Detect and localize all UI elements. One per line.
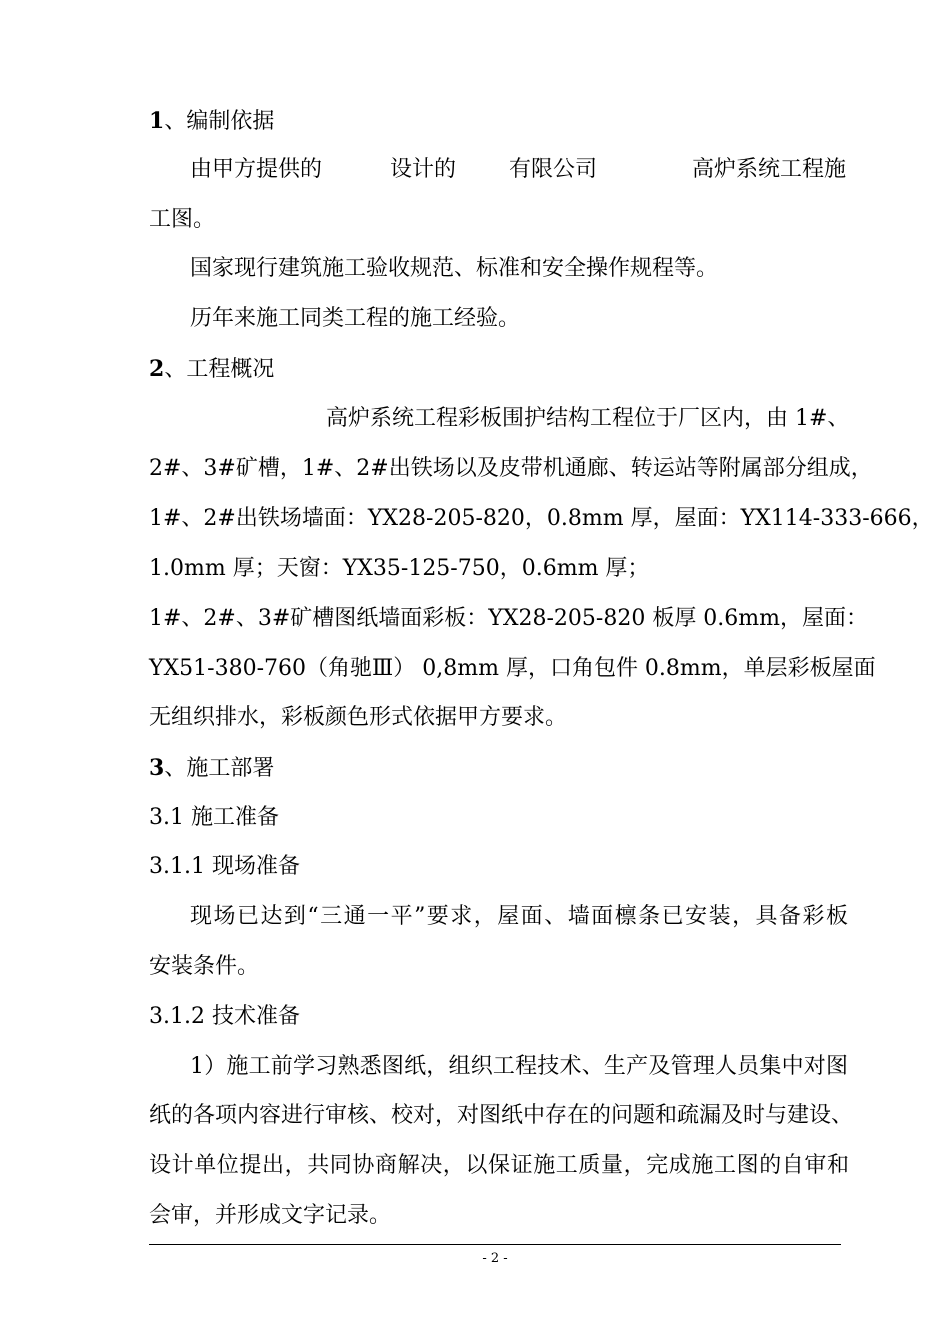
subsection-3-1-2-line-3: 设计单位提出，共同协商解决，以保证施工质量，完成施工图的自审和 xyxy=(149,1153,849,1178)
section-1-number: 1 xyxy=(149,108,165,134)
page-number: - 2 - xyxy=(482,1251,508,1266)
section-2-line-6: YX51-380-760（角驰Ⅲ） 0,8mm 厚，口角包件 0.8mm，单层彩板屋面 xyxy=(149,656,876,681)
section-2-line-1: 高炉系统工程彩板围护结构工程位于厂区内，由 1#、 xyxy=(326,406,850,431)
footer-rule xyxy=(149,1244,841,1245)
subsection-3-1-2-line-1: 1）施工前学习熟悉图纸，组织工程技术、生产及管理人员集中对图 xyxy=(190,1054,848,1079)
section-2-line-7: 无组织排水，彩板颜色形式依据甲方要求。 xyxy=(149,705,568,730)
p1-text-c: 有限公司 xyxy=(509,157,598,182)
section-2-line-3: 1#、2#出铁场墙面：YX28-205-820，0.8mm 厚，屋面：YX114-333-666， xyxy=(149,506,934,531)
section-1-paragraph-2: 国家现行建筑施工验收规范、标准和安全操作规程等。 xyxy=(190,256,719,281)
subsection-3-1-2-line-4: 会审，并形成文字记录。 xyxy=(149,1203,392,1228)
section-3-heading xyxy=(149,753,849,784)
section-2-line-2: 2#、3#矿槽，1#、2#出铁场以及皮带机通廊、转运站等附属部分组成， xyxy=(149,456,873,481)
subsection-3-1-1-heading: 3.1.1 现场准备 xyxy=(149,854,300,879)
section-2-title: 、工程概况 xyxy=(164,357,275,382)
p1-text-d: 高炉系统工程施 xyxy=(692,157,847,182)
subsection-3-1-2-line-2: 纸的各项内容进行审核、校对，对图纸中存在的问题和疏漏及时与建设、 xyxy=(149,1103,854,1128)
section-1-paragraph-3: 历年来施工同类工程的施工经验。 xyxy=(190,306,521,331)
subsection-3-1-1-line-1: 现场已达到“三通一平”要求，屋面、墙面檩条已安装，具备彩板 xyxy=(190,904,848,929)
section-3-number: 3 xyxy=(149,755,165,781)
section-1-paragraph-1-line-2: 工图。 xyxy=(149,207,216,232)
section-1-paragraph-1 xyxy=(190,155,890,185)
p1-text-b: 设计的 xyxy=(390,157,457,182)
subsection-3-1-heading: 3.1 施工准备 xyxy=(149,805,279,830)
section-1-title: 、编制依据 xyxy=(164,109,275,134)
section-2-line-4: 1.0mm 厚；天窗：YX35-125-750，0.6mm 厚； xyxy=(149,556,650,581)
section-3-title: 、施工部署 xyxy=(164,756,275,781)
p1-text-a: 由甲方提供的 xyxy=(190,157,323,182)
section-2-heading xyxy=(149,354,849,385)
section-2-number: 2 xyxy=(149,356,165,382)
section-1-heading xyxy=(149,106,849,137)
subsection-3-1-2-heading: 3.1.2 技术准备 xyxy=(149,1004,300,1029)
section-2-line-5: 1#、2#、3#矿槽图纸墙面彩板：YX28-205-820 板厚 0.6mm，屋面： xyxy=(149,606,869,631)
subsection-3-1-1-line-2: 安装条件。 xyxy=(149,954,260,979)
